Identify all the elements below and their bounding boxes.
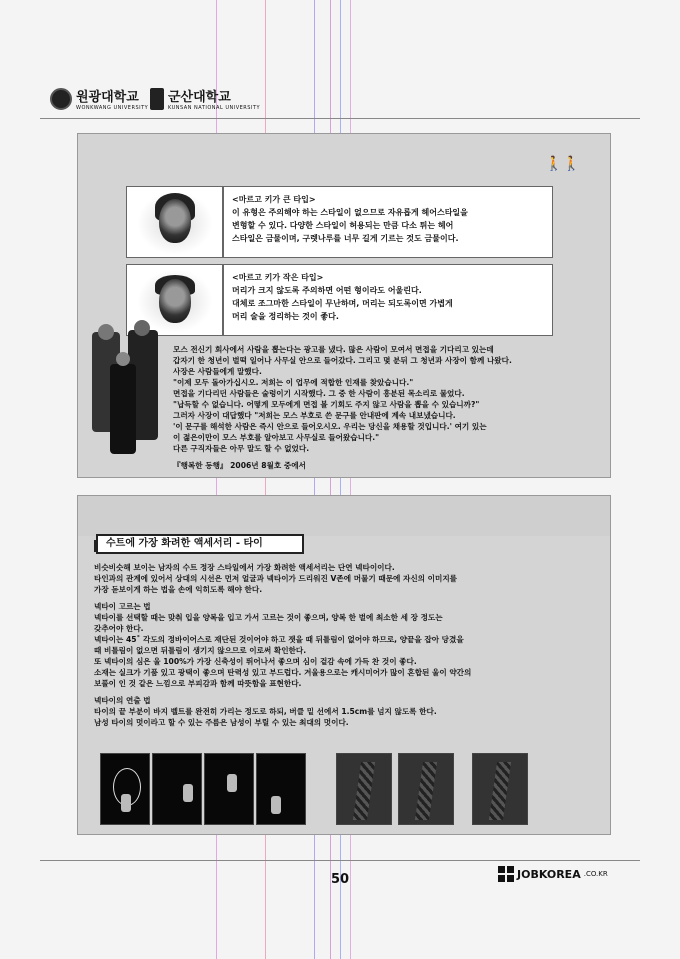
header-divider	[40, 118, 640, 119]
section-title: 수트에 가장 화려한 액세서리 - 타이	[96, 534, 304, 554]
story-line: 다른 구직자들은 아무 말도 할 수 없었다.	[173, 444, 310, 453]
choose-line: 또 넥타이의 심은 울 100%가 가장 신축성이 뛰어나서 좋으며 심이 겉감 속에 가득 찬 것이 좋다.	[94, 657, 417, 666]
wonkwang-logo	[50, 86, 148, 111]
tall-type-box	[223, 186, 553, 258]
panel-stripe	[78, 496, 610, 536]
intro-line: 가장 돋보이게 하는 법을 손에 익히도록 해야 한다.	[94, 585, 263, 594]
story-line: 모스 전신기 회사에서 사람을 뽑는다는 광고를 냈다. 많은 사람이 모여서 면접을 기다리고 있는데	[173, 345, 494, 354]
story-line: "납득할 수 없습니다. 어떻게 모두에게 면접 볼 기회도 주지 않고 사람을 뽑을 수 있습니까?"	[173, 400, 480, 409]
tall-type-heading: <마르고 키가 큰 타입>	[232, 195, 316, 204]
tie-knot-photo	[398, 753, 454, 825]
tie-photos	[100, 753, 580, 827]
short-type-line: 대체로 조그마한 스타일이 무난하며, 머리는 되도록이면 가볍게	[232, 299, 453, 308]
choose-heading: 넥타이 고르는 법	[94, 602, 151, 611]
tie-step-photo	[100, 753, 150, 825]
story-source: 『행복한 동행』 2006년 8월호 중에서	[173, 461, 306, 470]
choose-line: 때 비틀림이 없으면 뒤틀림이 생기지 않으므로 이로써 확인한다.	[94, 646, 307, 655]
tall-type-line: 이 유형은 주의해야 하는 스타일이 없으므로 자유롭게 헤어스타일을	[232, 208, 468, 217]
business-people-illustration	[88, 324, 168, 474]
jobkorea-logo	[498, 866, 608, 882]
footer-divider	[40, 860, 640, 861]
intro-line: 타인과의 관계에 있어서 상대의 시선은 먼저 얼굴과 넥타이가 드리워진 V존에 머물기 때문에 자신의 이미지를	[94, 574, 458, 583]
wonkwang-sub: WONKWANG UNIVERSITY	[76, 105, 149, 111]
styling-line: 남성 타이의 멋이라고 할 수 있는 주름은 남성이 부릴 수 있는 최대의 멋이다.	[94, 718, 349, 727]
tie-panel	[77, 495, 611, 835]
tie-knot-photo	[336, 753, 392, 825]
short-type-heading: <마르고 키가 작은 타입>	[232, 273, 324, 282]
short-type-line: 머리가 크지 않도록 주의하면 어떤 형이라도 어울린다.	[232, 286, 422, 295]
page-number: 50	[330, 872, 350, 887]
wonkwang-emblem-icon	[50, 88, 72, 110]
choose-line: 넥타이는 45˚ 각도의 정바이어스로 재단된 것이어야 하고 잿을 때 뒤틀림이 없어야 하므로, 양끝을 잡아 당겼을	[94, 635, 464, 644]
tie-body	[94, 562, 602, 728]
story-line: "이제 모두 돌아가십시오. 저희는 이 업무에 적합한 인재를 찾았습니다."	[173, 378, 414, 387]
intro-line: 비슷비슷해 보이는 남자의 수트 정장 스타일에서 가장 화려한 액세서리는 단연 넥타이이다.	[94, 563, 395, 572]
story-line: 그러자 사장이 대답했다 "저희는 모스 부호로 쓴 문구를 안내판에 계속 내보냈습니다.	[173, 411, 456, 420]
tie-step-photo	[152, 753, 202, 825]
kunsan-logo	[150, 86, 260, 111]
tall-type-line: 변형할 수 있다. 다양한 스타일이 허용되는 만큼 다소 튀는 헤어	[232, 221, 454, 230]
brand-name: JOBKOREA	[517, 867, 581, 881]
styling-line: 타이의 끝 부분이 바지 벨트를 완전히 가리는 정도로 하되, 버클 밑 선에서 1.5cm를 넘지 않도록 한다.	[94, 707, 437, 716]
choose-line: 보풀이 인 것 같은 느낌으로 부피감과 함께 따뜻함을 표현한다.	[94, 679, 302, 688]
tie-knot-photo	[472, 753, 528, 825]
short-type-line: 머리 술을 정리하는 것이 좋다.	[232, 312, 339, 321]
story-line: 사장은 사람들에게 말했다.	[173, 367, 262, 376]
choose-line: 넥타이를 선택할 때는 맞춰 입을 양복을 입고 가서 고르는 것이 좋으며, 양복 한 벌에 최소한 세 장 정도는	[94, 613, 443, 622]
choose-line: 소재는 실크가 기품 있고 광택이 좋으며 탄력성 있고 부드럽다. 겨울용으로는 캐시미어가 많이 혼합된 울이 약간의	[94, 668, 472, 677]
morse-story	[173, 344, 603, 471]
brand-suffix: .CO.KR	[583, 870, 608, 878]
tall-type-photo	[126, 186, 223, 258]
hairstyle-panel	[77, 133, 611, 478]
jobkorea-grid-icon	[498, 866, 514, 882]
styling-heading: 넥타이의 연출 법	[94, 696, 151, 705]
story-line: '이 문구를 해석한 사람은 즉시 안으로 들어오시오. 우리는 당신을 채용할 것입니다.' 여기 있는	[173, 422, 487, 431]
short-type-box	[223, 264, 553, 336]
story-line: 이 젊은이만이 모스 부호를 알아보고 사무실로 들어왔습니다."	[173, 433, 380, 442]
kunsan-sub: KUNSAN NATIONAL UNIVERSITY	[168, 105, 261, 111]
tall-type-line: 스타일은 금물이며, 구렛나루를 너무 길게 기르는 것도 금물이다.	[232, 234, 459, 243]
kunsan-emblem-icon	[150, 88, 164, 110]
page-header	[50, 86, 640, 112]
walking-figures-icon: 🚶🚶	[545, 156, 580, 172]
wonkwang-name: 원광대학교	[76, 90, 139, 105]
choose-line: 갖추어야 한다.	[94, 624, 144, 633]
tie-step-photo	[204, 753, 254, 825]
story-line: 면접을 기다리던 사람들은 술렁이기 시작했다. 그 중 한 사람이 흥분된 목소리로 물었다.	[173, 389, 465, 398]
kunsan-name: 군산대학교	[168, 90, 231, 105]
story-line: 갑자기 한 청년이 벌떡 일어나 사무실 안으로 들어갔다. 그리고 몇 분뒤 그 청년과 사장이 함께 나왔다.	[173, 356, 512, 365]
tie-step-photo	[256, 753, 306, 825]
